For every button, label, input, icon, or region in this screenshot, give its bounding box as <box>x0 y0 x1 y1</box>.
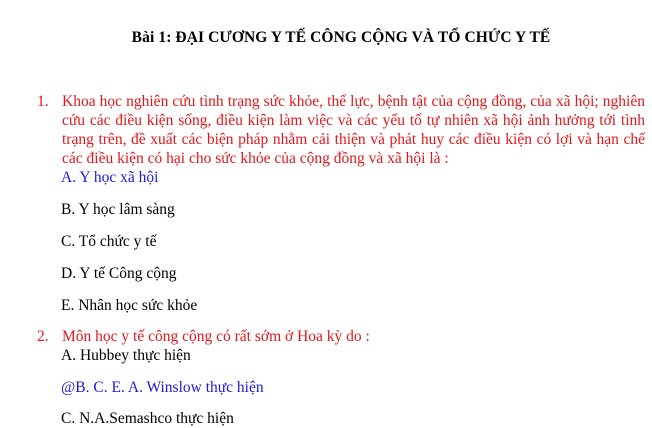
option-1d: D. Y tế Công cộng <box>61 265 177 282</box>
option-2b: @B. C. E. A. Winslow thực hiện <box>61 379 264 396</box>
option-1c: C. Tổ chức y tế <box>61 233 157 250</box>
option-2a: A. Hubbey thực hiện <box>61 347 191 364</box>
option-1b: B. Y học lâm sàng <box>61 201 175 218</box>
option-1a: A. Y học xã hội <box>61 169 159 186</box>
question-2 <box>37 327 645 346</box>
question-1 <box>37 92 645 168</box>
question-stem: Khoa học nghiên cứu tình trạng sức khỏe, thể lực, bệnh tật của cộng đồng, của xã hội; nghiên cứu các điều kiện sống, điều kiện làm việc và các yếu tố tự nhiên xã hội ảnh hưởng tới tình trạng trên, đề xuất các biện pháp nhằm cải thiện và phát huy các điều kiện có lợi và hạn chế các điều kiện có hại cho sức khỏe của cộng đồng và xã hội là : <box>62 93 645 167</box>
document-title: Bài 1: ĐẠI CƯƠNG Y TẾ CÔNG CỘNG VÀ TỔ CHỨC Y TẾ <box>131 29 551 46</box>
question-number: 1. <box>37 93 49 110</box>
question-stem: Môn học y tế công cộng có rất sớm ở Hoa kỳ do : <box>62 328 370 345</box>
option-2c: C. N.A.Semashco thực hiện <box>61 410 234 427</box>
option-1e: E. Nhân học sức khỏe <box>61 297 198 314</box>
question-number: 2. <box>37 328 49 345</box>
